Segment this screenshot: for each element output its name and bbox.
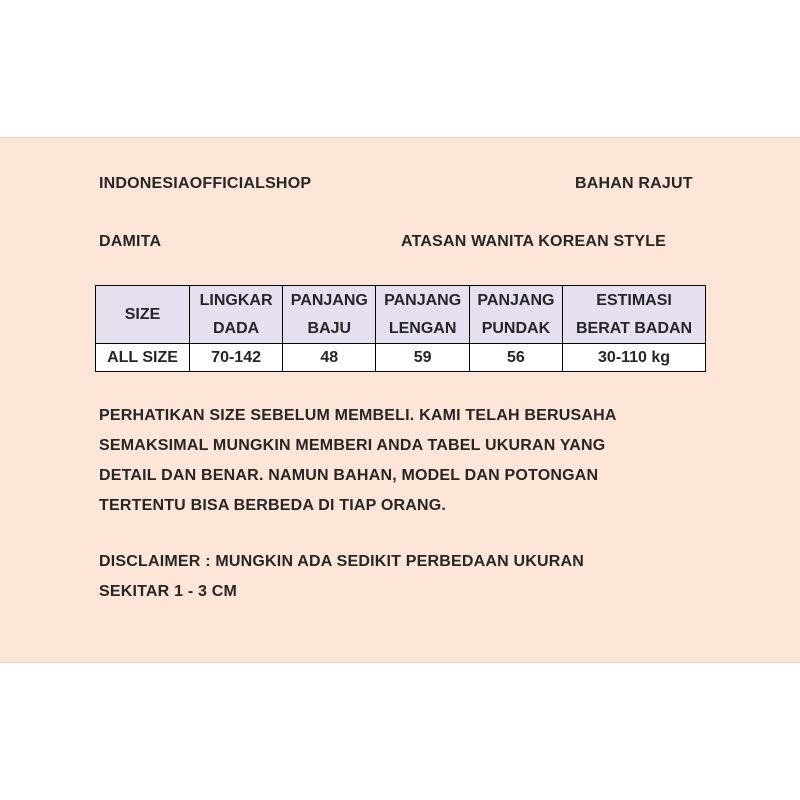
notice-line: SEMAKSIMAL MUNGKIN MEMBERI ANDA TABEL UKURAN YANG	[99, 437, 606, 454]
header-panjang-pundak	[469, 286, 562, 344]
table-row	[96, 344, 706, 372]
header-lingkar-dada-line-1: LINGKAR	[199, 291, 273, 309]
disclaimer-paragraph	[99, 547, 584, 607]
cell-estimasi-berat-badan: 30-110 kg	[563, 344, 706, 372]
header-size	[96, 286, 190, 344]
notice-line: DETAIL DAN BENAR. NAMUN BAHAN, MODEL DAN POTONGAN	[99, 467, 599, 484]
cell-panjang-lengan: 59	[376, 344, 469, 372]
header-panjang-lengan	[376, 286, 469, 344]
notice-paragraph	[99, 401, 617, 521]
disclaimer-line: DISCLAIMER : MUNGKIN ADA SEDIKIT PERBEDAAN UKURAN	[99, 553, 585, 570]
header-panjang-pundak-line-2: PUNDAK	[481, 319, 551, 337]
shop-name: INDONESIAOFFICIALSHOP	[99, 175, 312, 192]
header-panjang-pundak-line-1: PANJANG	[477, 291, 555, 309]
header-estimasi-line-2: BERAT BADAN	[575, 319, 693, 337]
header-estimasi-line-1: ESTIMASI	[596, 291, 672, 309]
header-size-line-1: SIZE	[124, 305, 161, 323]
header-panjang-lengan-line-2: LENGAN	[388, 319, 457, 337]
disclaimer-line: SEKITAR 1 - 3 CM	[99, 583, 238, 600]
size-table	[95, 285, 706, 372]
category-label: ATASAN WANITA KOREAN STYLE	[401, 233, 667, 250]
material-label: BAHAN RAJUT	[575, 175, 693, 192]
header-estimasi-berat-badan	[563, 286, 706, 344]
header-lingkar-dada-line-2: DADA	[212, 319, 260, 337]
header-panjang-baju-line-2: BAJU	[307, 319, 352, 337]
notice-line: PERHATIKAN SIZE SEBELUM MEMBELI. KAMI TELAH BERUSAHA	[99, 407, 617, 424]
cell-panjang-baju: 48	[283, 344, 376, 372]
size-chart-card	[0, 137, 800, 663]
header-lingkar-dada	[190, 286, 283, 344]
header-panjang-baju	[283, 286, 376, 344]
size-table-header-row	[96, 286, 706, 344]
header-panjang-baju-line-1: PANJANG	[290, 291, 368, 309]
cell-panjang-pundak: 56	[469, 344, 562, 372]
notice-line: TERTENTU BISA BERBEDA DI TIAP ORANG.	[99, 497, 447, 514]
model-name: DAMITA	[99, 233, 162, 250]
header-panjang-lengan-line-1: PANJANG	[384, 291, 462, 309]
cell-size: ALL SIZE	[96, 344, 190, 372]
cell-lingkar-dada: 70-142	[190, 344, 283, 372]
